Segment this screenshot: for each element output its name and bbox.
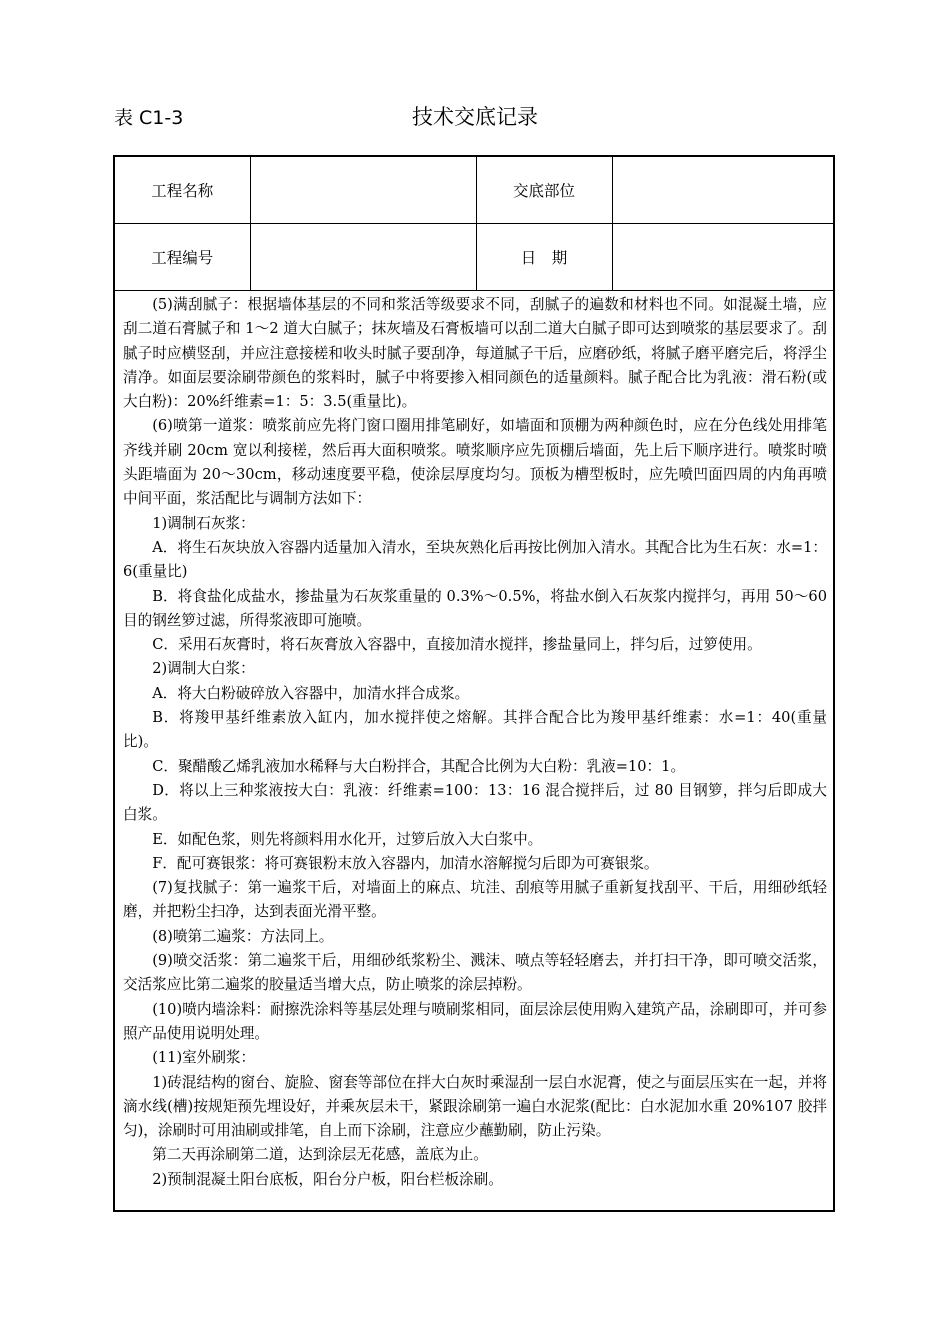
info-row-number	[115, 224, 833, 291]
form-code: 表 C1-3	[114, 107, 184, 129]
paragraph: D．将以上三种浆液按大白：乳液：纤维素=100：13：16 混合搅拌后，过 80 目钢箩，拌匀后即成大白浆。	[123, 781, 827, 824]
paragraph: A．将生石灰块放入容器内适量加入清水，至块灰熟化后再按比例加入清水。其配合比为生石灰：水=1：6(重量比)	[123, 538, 827, 581]
record-frame	[113, 155, 835, 1212]
paragraph: (7)复找腻子：第一遍浆干后，对墙面上的麻点、坑洼、刮痕等用腻子重新复找刮平、干后，用细砂纸轻磨，并把粉尘扫净，达到表面光滑平整。	[123, 879, 827, 921]
date-value[interactable]	[612, 224, 833, 291]
paragraph: B．将食盐化成盐水，掺盐量为石灰浆重量的 0.3%～0.5%，将盐水倒入石灰浆内搅拌匀，再用 50～60 目的钢丝箩过滤，所得浆液即可施喷。	[123, 587, 827, 629]
info-table	[115, 157, 833, 291]
info-row-project	[115, 157, 833, 224]
paragraph: 2)调制大白浆：	[152, 660, 255, 678]
paragraph: A．将大白粉破碎放入容器中，加清水拌合成浆。	[152, 684, 470, 702]
location-label: 交底部位	[476, 157, 612, 224]
location-value[interactable]	[612, 157, 833, 224]
project-name-value[interactable]	[250, 157, 476, 224]
paragraph: C．聚醋酸乙烯乳液加水稀释与大白粉拌合，其配合比例为大白粉：乳液=10：1。	[152, 757, 686, 775]
paragraph: (11)室外刷浆：	[152, 1049, 256, 1067]
paragraph: 1)调制石灰浆：	[152, 514, 255, 532]
project-no-label: 工程编号	[115, 224, 250, 291]
paragraph: 1)砖混结构的窗台、旋脸、窗套等部位在拌大白灰时乘湿刮一层白水泥膏，使之与面层压实在一起，并将滴水线(槽)按规矩预先埋设好，并乘灰层未干，紧跟涂刷第一遍白水泥浆(配比：白水泥加水重 20%107 胶拌匀)，涂刷时可用油刷或排笔，自上而下涂刷，注意应少蘸勤刷，防止污染。	[123, 1073, 827, 1140]
document-title	[0, 101, 950, 131]
paragraph: C．采用石灰膏时，将石灰膏放入容器中，直接加清水搅拌，掺盐量同上，拌匀后，过箩使用。	[152, 636, 762, 654]
paragraph: 第二天再涂刷第二道，达到涂层无花感，盖底为止。	[152, 1146, 488, 1164]
date-label: 日 期	[476, 224, 612, 291]
paragraph: (9)喷交活浆：第二遍浆干后，用细砂纸浆粉尘、溅沫、喷点等轻轻磨去，并打扫干净，即可喷交活浆，交活浆应比第二遍浆的胶量适当增大点，防止喷浆的涂层掉粉。	[123, 952, 827, 994]
paragraph: (8)喷第二遍浆：方法同上。	[152, 927, 334, 945]
paragraph: F．配可赛银浆：将可赛银粉末放入容器内，加清水溶解搅匀后即为可赛银浆。	[152, 854, 659, 872]
project-no-value[interactable]	[250, 224, 476, 291]
paragraph: (10)喷内墙涂料：耐擦洗涂料等基层处理与喷刷浆相同，面层涂层使用购入建筑产品，涂刷即可，并可参照产品使用说明处理。	[123, 1000, 827, 1042]
content-body	[123, 293, 827, 1192]
paragraph: (6)喷第一道浆：喷浆前应先将门窗口圈用排笔刷好，如墙面和顶棚为两种颜色时，应在分色线处用排笔齐线并刷 20cm 宽以利接槎，然后再大面积喷浆。喷浆顺序应先顶棚后墙面，先上后下顺序进行。喷浆时喷头距墙面为 20～30cm，移动速度要平稳，使涂层厚度均匀。顶板为槽型板时，应先喷凹面四周的内角再喷中间平面，浆活配比与调制方法如下：	[123, 417, 827, 508]
paragraph: (5)满刮腻子：根据墙体基层的不同和浆活等级要求不同，刮腻子的遍数和材料也不同。如混凝土墙，应刮二道石膏腻子和 1～2 道大白腻子；抹灰墙及石膏板墙可以刮二道大白腻子即可达到喷浆的基层要求了。刮腻子时应横竖刮，并应注意接槎和收头时腻子要刮净，每道腻子干后，应磨砂纸，将腻子磨平磨完后，将浮尘清净。如面层要涂刷带颜色的浆料时，腻子中将要掺入相同颜色的适量颜料。腻子配合比为乳液：滑石粉(或大白粉)：20%纤维素=1：5：3.5(重量比)。	[123, 296, 827, 411]
paragraph: B．将羧甲基纤维素放入缸内，加水搅拌使之熔解。其拌合配合比为羧甲基纤维素：水=1：40(重量比)。	[123, 709, 827, 751]
project-name-label: 工程名称	[115, 157, 250, 224]
paragraph: 2)预制混凝土阳台底板，阳台分户板，阳台栏板涂刷。	[152, 1170, 503, 1188]
paragraph: E．如配色浆，则先将颜料用水化开，过箩后放入大白浆中。	[152, 830, 543, 848]
document-title-text: 技术交底记录	[412, 105, 538, 129]
